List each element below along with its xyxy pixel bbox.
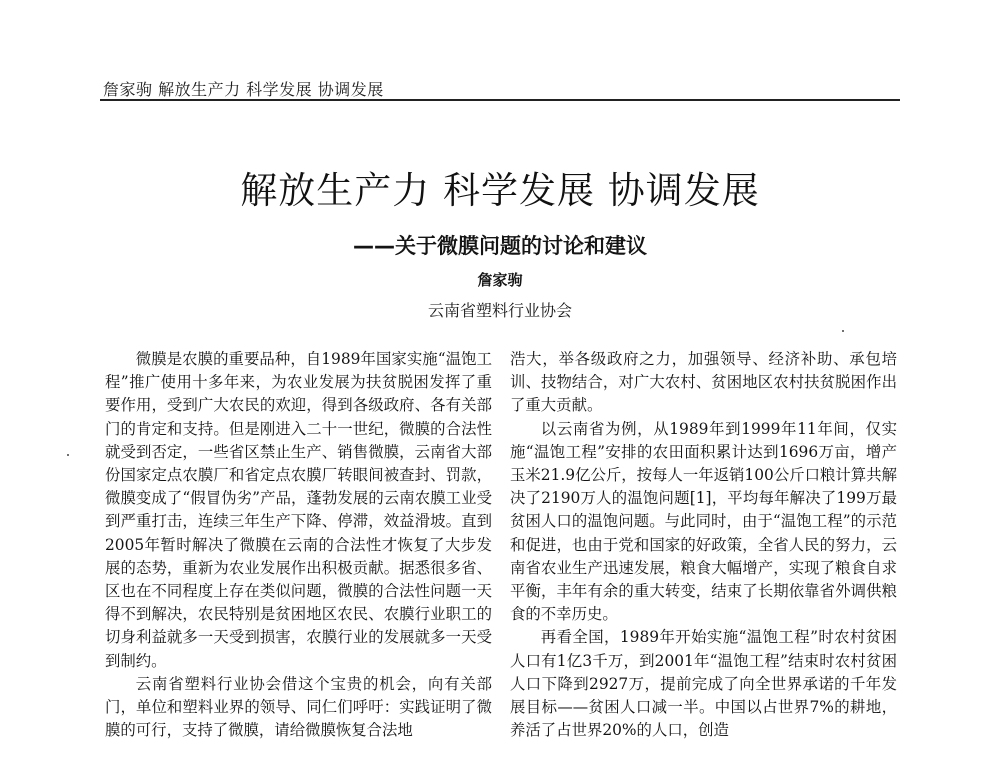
scan-speck xyxy=(842,330,844,332)
header-rule xyxy=(100,99,900,101)
article-title: 解放生产力 科学发展 协调发展 xyxy=(240,169,760,212)
running-header: 詹家驹 解放生产力 科学发展 协调发展 xyxy=(103,80,384,99)
paragraph: 微膜是农膜的重要品种，自1989年国家实施“温饱工程”推广使用十多年来，为农业发展为扶贫脱困发挥了重要作用，受到广大农民的欢迎，得到各级政府、各有关部门的肯定和支持。但是刚进入二十一世纪，微膜的合法性就受到否定，一些省区禁止生产、销售微膜，云南省大部份国家定点农膜厂和省定点农膜厂转眼间被查封、罚款，微膜变成了“假冒伪劣”产品，蓬勃发展的云南农膜工业受到严重打击，连续三年生产下降、停滞，效益滑坡。直到2005年暂时解决了微膜在云南的合法性才恢复了大步发展的态势，重新为农业发展作出积极贡献。据悉很多省、区也在不同程度上存在类似问题，微膜的合法性问题一天得不到解决，农民特别是贫困地区农民、农膜行业职工的切身利益就多一天受到损害，农膜行业的发展就多一天受到制约。 xyxy=(105,350,492,670)
body-column-right xyxy=(510,348,897,742)
paragraph: 浩大，举各级政府之力，加强领导、经济补助、承包培训、技物结合，对广大农村、贫困地区农村扶贫脱困作出了重大贡献。 xyxy=(510,350,897,415)
article-affiliation: 云南省塑料行业协会 xyxy=(427,301,572,320)
article-author: 詹家驹 xyxy=(477,271,523,289)
paragraph: 以云南省为例，从1989年到1999年11年间，仅实施“温饱工程”安排的农田面积累计达到1696万亩，增产玉米21.9亿公斤，按每人一年返销100公斤口粮计算共解决了2190万人的温饱问题[1]，平均每年解决了199万最贫困人口的温饱问题。与此同时，由于“温饱工程”的示范和促进，也由于党和国家的好政策，全省人民的努力，云南省农业生产迅速发展，粮食大幅增产，实现了粮食自求平衡，丰年有余的重大转变，结束了长期依靠省外调供粮食的不幸历史。 xyxy=(510,419,897,624)
scan-speck xyxy=(67,454,69,456)
article-subtitle: ——关于微膜问题的讨论和建议 xyxy=(353,234,647,258)
body-column-left xyxy=(105,348,492,742)
paragraph: 再看全国，1989年开始实施“温饱工程”时农村贫困人口有1亿3千万，到2001年“温饱工程”结束时农村贫困人口下降到2927万，提前完成了向全世界承诺的千年发展目标——贫困人口减一半。中国以占世界7%的耕地，养活了占世界20%的人口，创造 xyxy=(510,628,897,740)
paragraph: 云南省塑料行业协会借这个宝贵的机会，向有关部门，单位和塑料业界的领导、同仁们呼吁：实践证明了微膜的可行，支持了微膜，请给微膜恢复合法地 xyxy=(105,674,492,740)
